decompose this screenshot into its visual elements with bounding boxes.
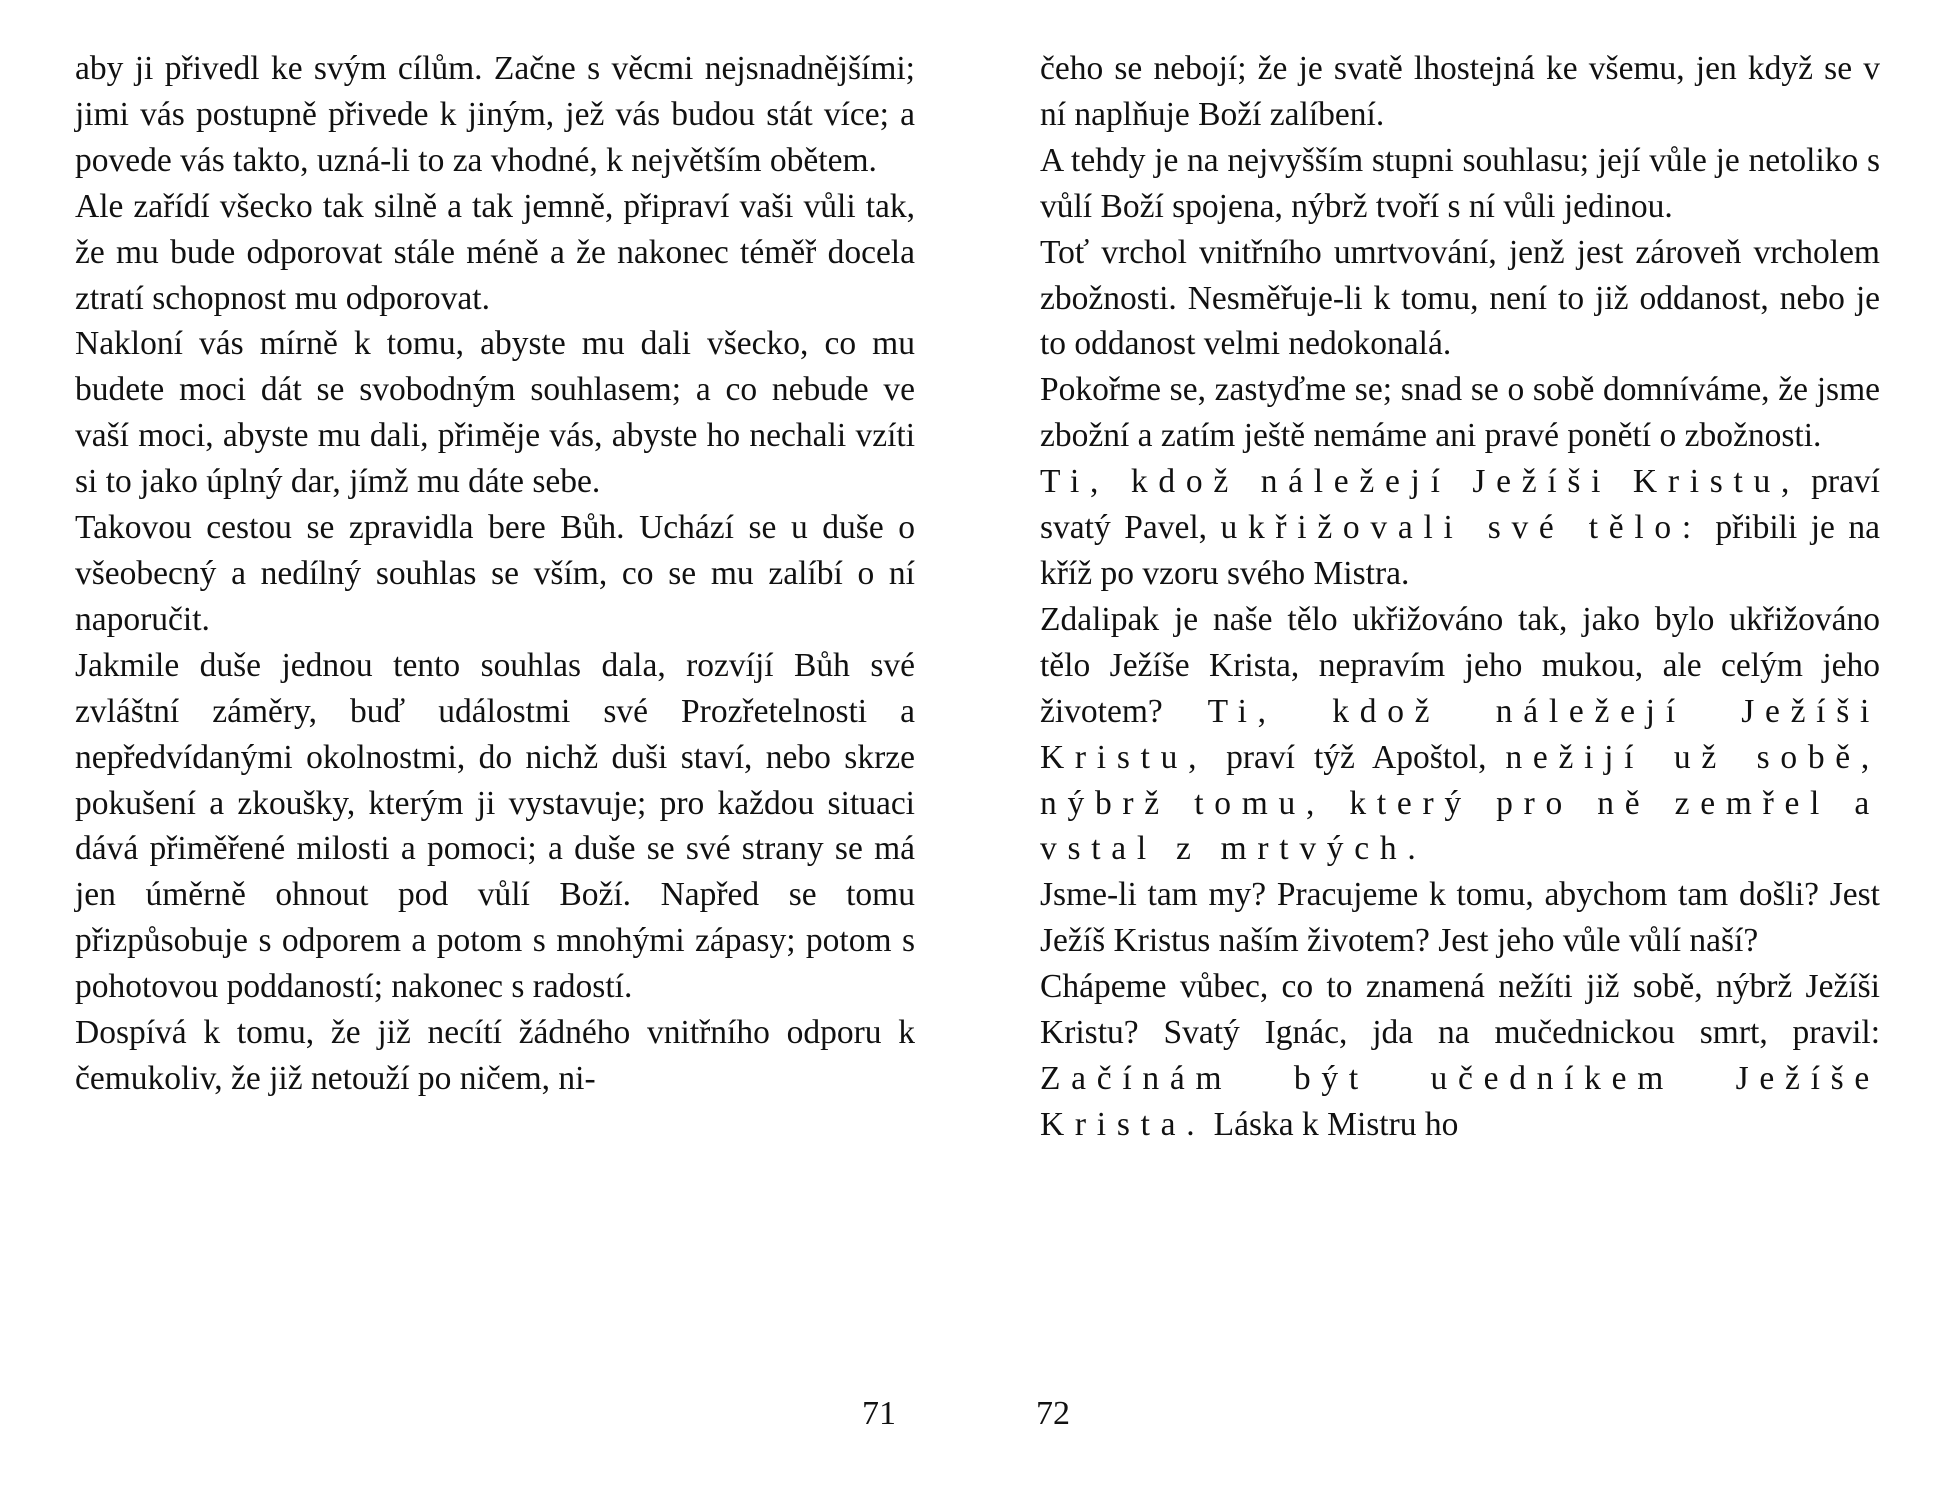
spaced-quote: Začínám být učedníkem Ježíše Krista. (1040, 1059, 1880, 1143)
text-run: Chápeme vůbec, co to znamená nežíti již sobě, nýbrž Ježíši Kristu? Svatý Ignác, jda na mučednickou smrt, pravil: (1040, 968, 1880, 1052)
left-page (75, 46, 915, 1102)
left-paragraph-6: Dospívá k tomu, že již necítí žádného vnitřního odporu k čemukoliv, že již netouží po ničem, ni- (75, 1014, 915, 1097)
right-paragraph-8 (1040, 964, 1880, 1148)
right-paragraph-2: A tehdy je na nejvyšším stupni souhlasu; její vůle je netoliko s vůlí Boží spojena, nýbrž tvoří s ní vůli jedinou. (1040, 141, 1880, 225)
text-run: praví týž Apoštol, (1207, 738, 1506, 776)
left-paragraph-5: Jakmile duše jednou tento souhlas dala, rozvíjí Bůh své zvláštní záměry, buď událostmi své Prozřetelnosti a nepředvídanými okolnostmi, do nichž duši staví, nebo skrze pokušení a zkoušky, kterým ji vystavuje; pro každou situaci dává přiměřené milosti a pomoci; a duše se své strany se má jen úměrně ohnout pod vůlí Boží. Napřed se tomu přizpůsobuje s odporem a potom s mnohými zápasy; potom s pohotovou poddaností; nakonec s radostí. (75, 646, 915, 1006)
text-run: Zdalipak je naše tělo ukřižováno tak, jako bylo ukřižováno tělo Ježíše Krista, nepravím jeho mukou, ale celým jeho životem? (1040, 600, 1880, 730)
right-page (1040, 46, 1880, 1148)
spaced-quote: ukřižovali své tělo: (1220, 509, 1702, 547)
left-paragraph-4: Takovou cestou se zpravidla bere Bůh. Uchází se u duše o všeobecný a nedílný souhlas se vším, co se mu zalíbí o ní naporučit. (75, 509, 915, 638)
right-paragraph-4: Pokořme se, zastyďme se; snad se o sobě domníváme, že jsme zbožní a zatím ještě nemáme ani pravé ponětí o zbožnosti. (1040, 371, 1880, 455)
right-paragraph-1: čeho se nebojí; že je svatě lhostejná ke všemu, jen když se v ní naplňuje Boží zalíbení. (1040, 50, 1880, 133)
right-paragraph-3: Toť vrchol vnitřního umrtvování, jenž jest zároveň vrcholem zbožnosti. Nesměřuje-li k tomu, není to již oddanost, nebo je to oddanost velmi nedokonalá. (1040, 233, 1880, 363)
right-paragraph-7: Jsme-li tam my? Pracujeme k tomu, abychom tam došli? Jest Ježíš Kristus naším životem? Jest jeho vůle vůlí naší? (1040, 876, 1880, 960)
text-run: Láska k Mistru ho (1205, 1105, 1459, 1143)
page-number-left: 71 (862, 1395, 896, 1432)
left-paragraph-2: Ale zařídí všecko tak silně a tak jemně, připraví vaši vůli tak, že mu bude odporovat stále méně a že nakonec téměř docela ztratí schopnost mu odporovat. (75, 187, 915, 317)
page-number-right: 72 (1036, 1395, 1070, 1432)
spaced-quote: Ti, kdož náležejí Ježíši Kristu, (1040, 692, 1880, 776)
spaced-quote: Ti, kdož náležejí Ježíši Kristu, (1040, 463, 1801, 501)
left-paragraph-1: aby ji přivedl ke svým cílům. Začne s věcmi nejsnadnějšími; jimi vás postupně přivede k jiným, jež vás budou stát více; a povede vás takto, uzná-li to za vhodné, k největším obětem. (75, 50, 915, 179)
right-paragraph-5 (1040, 459, 1880, 597)
spaced-quote: nežijí už sobě, nýbrž tomu, který pro ně zemřel a vstal z mrtvých. (1040, 738, 1880, 868)
text-run: praví svatý Pavel, (1040, 463, 1880, 547)
text-run: přibili je na kříž po vzoru svého Mistra. (1040, 509, 1881, 592)
right-paragraph-6 (1040, 597, 1880, 872)
left-paragraph-3: Nakloní vás mírně k tomu, abyste mu dali všecko, co mu budete moci dát se svobodným souhlasem; a co nebude ve vaší moci, abyste mu dali, přiměje vás, abyste ho nechali vzíti si to jako úplný dar, jímž mu dáte sebe. (75, 325, 915, 501)
